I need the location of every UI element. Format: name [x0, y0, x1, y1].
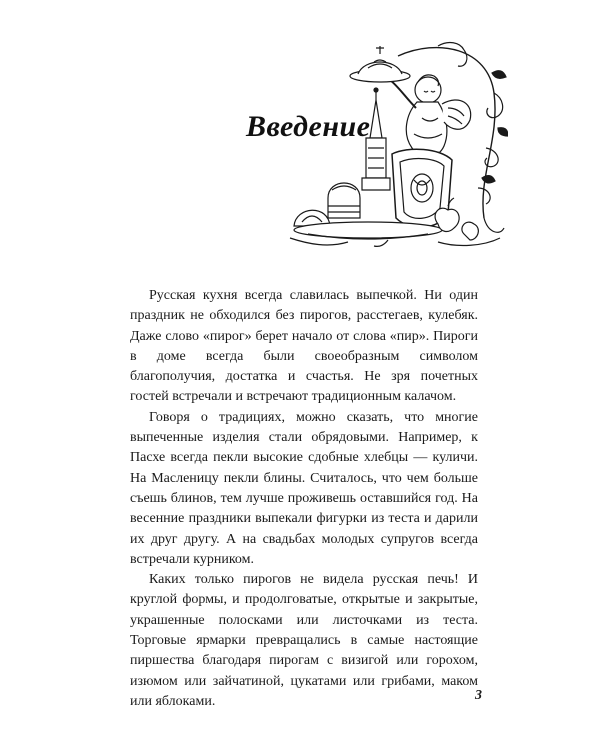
paragraph: Каких только пирогов не видела русская печь! И круглой формы, и продолговатые, открытые и закрытые, украшенные полосками или листочками из теста. Торговые ярмарки превращались в самые настоящие пиршества благодаря пирогам с визигой или горохом, изюмом или зайчатиной, цукатами или грибами, маком или яблоками.	[130, 572, 478, 709]
paragraph: Русская кухня всегда славилась выпечкой. Ни один праздник не обходился без пирогов, расстегаев, кулебяк. Даже слово «пирог» берет начало от слова «пир». Пироги в доме всегда были своеобразным символом благополучия, достатка и счастья. Не зря почетных гостей встречали и встречают традиционным калачом.	[130, 288, 478, 405]
chapter-title: Введение	[246, 110, 371, 143]
paragraph: Говоря о традициях, можно сказать, что многие выпеченные изделия стали обрядовыми. Например, к Пасхе всегда пекли высокие сдобные хлебцы — куличи. На Масленицу пекли блины. Считалось, что чем больше съешь блинов, тем лучше проживешь оставшийся год. На весенние праздники выпекали фигурки из теста и дарили их друг другу. А на свадьбах молодых супругов всегда встречали курником.	[130, 409, 478, 567]
body-text	[130, 286, 478, 712]
page-number: 3	[475, 688, 482, 703]
cherub-bakery-vignette-icon	[288, 38, 508, 250]
